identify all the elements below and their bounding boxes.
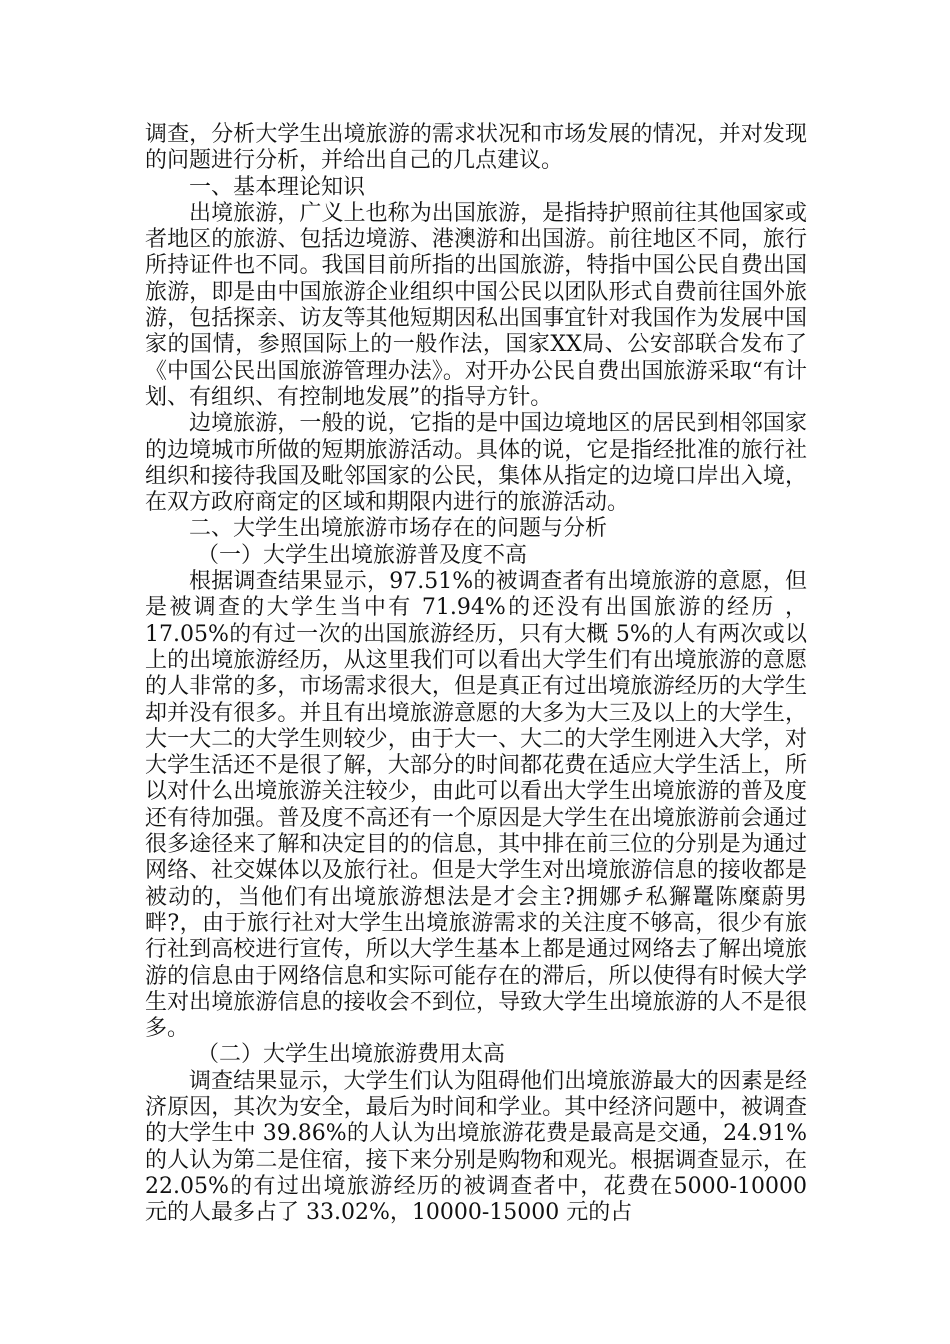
intro-paragraph: 调查，分析大学生出境旅游的需求状况和市场发展的情况，并对发现的问题进行分析，并给出自己的几点建议。 bbox=[145, 122, 807, 174]
section-2-subheading-2: （二）大学生出境旅游费用太高 bbox=[197, 1042, 506, 1068]
document-page bbox=[145, 122, 807, 1226]
section-1-heading: 一、基本理论知识 bbox=[189, 174, 366, 200]
section-1-paragraph-1: 出境旅游，广义上也称为出国旅游，是指持护照前往其他国家或者地区的旅游、包括边境游、港澳游和出国游。前往地区不同，旅行所持证件也不同。我国目前所指的出国旅游，特指中国公民自费出国旅游，即是由中国旅游企业组织中国公民以团队形式自费前往国外旅游，包括探亲、访友等其他短期因私出国事宜针对我国作为发展中国家的国情，参照国际上的一般作法，国家XX局、公安部联合发布了《中国公民出国旅游管理办法》。对开办公民自费出国旅游采取“有计划、有组织、有控制地发展”的指导方针。 bbox=[145, 200, 807, 410]
section-2-heading: 二、大学生出境旅游市场存在的问题与分析 bbox=[189, 516, 608, 542]
section-1-paragraph-2: 边境旅游，一般的说，它指的是中国边境地区的居民到相邻国家的边境城市所做的短期旅游活动。具体的说，它是指经批准的旅行社组织和接待我国及毗邻国家的公民，集体从指定的边境口岸出入境，在双方政府商定的区域和期限内进行的旅游活动。 bbox=[145, 411, 807, 516]
section-2-subsection-1-paragraph: 根据调查结果显示，97.51%的被调查者有出境旅游的意愿，但是被调查的大学生当中有 71.94%的还没有出国旅游的经历 ，17.05%的有过一次的出国旅游经历，只有大概 5%的人有两次或以上的出境旅游经历，从这里我们可以看出大学生们有出境旅游的意愿的人非常的多，市场需求很大，但是真正有过出境旅游经历的大学生却并没有很多。并且有出境旅游意愿的大多为大三及以上的大学生，大一大二的大学生则较少，由于大一、大二的大学生刚进入大学，对大学生活还不是很了解，大部分的时间都花费在适应大学生活上，所以对什么出境旅游关注较少，由此可以看出大学生出境旅游的普及度还有待加强。普及度不高还有一个原因是大学生在出境旅游前会通过很多途径来了解和决定目的的信息，其中排在前三位的分别是为通过网络、社交媒体以及旅行社。但是大学生对出境旅游信息的接收都是被动的，当他们有出境旅游想法是才会主?拥娜チ私獬鼍陈糜蔚男畔?，由于旅行社对大学生出境旅游需求的关注度不够高，很少有旅行社到高校进行宣传，所以大学生基本上都是通过网络去了解出境旅游的信息由于网络信息和实际可能存在的滞后，所以使得有时候大学生对出境旅游信息的接收会不到位，导致大学生出境旅游的人不是很多。 bbox=[145, 569, 807, 1042]
section-2-subheading-1: （一）大学生出境旅游普及度不高 bbox=[197, 542, 528, 568]
section-2-subsection-2-paragraph: 调查结果显示，大学生们认为阻碍他们出境旅游最大的因素是经济原因，其次为安全，最后为时间和学业。其中经济问题中，被调查的大学生中 39.86%的人认为出境旅游花费是最高是交通，24.91%的人认为第二是住宿，接下来分别是购物和观光。根据调查显示，在 22.05%的有过出境旅游经历的被调查者中，花费在5000-10000 元的人最多占了 33.02%，10000-15000 元的占 bbox=[145, 1068, 807, 1226]
